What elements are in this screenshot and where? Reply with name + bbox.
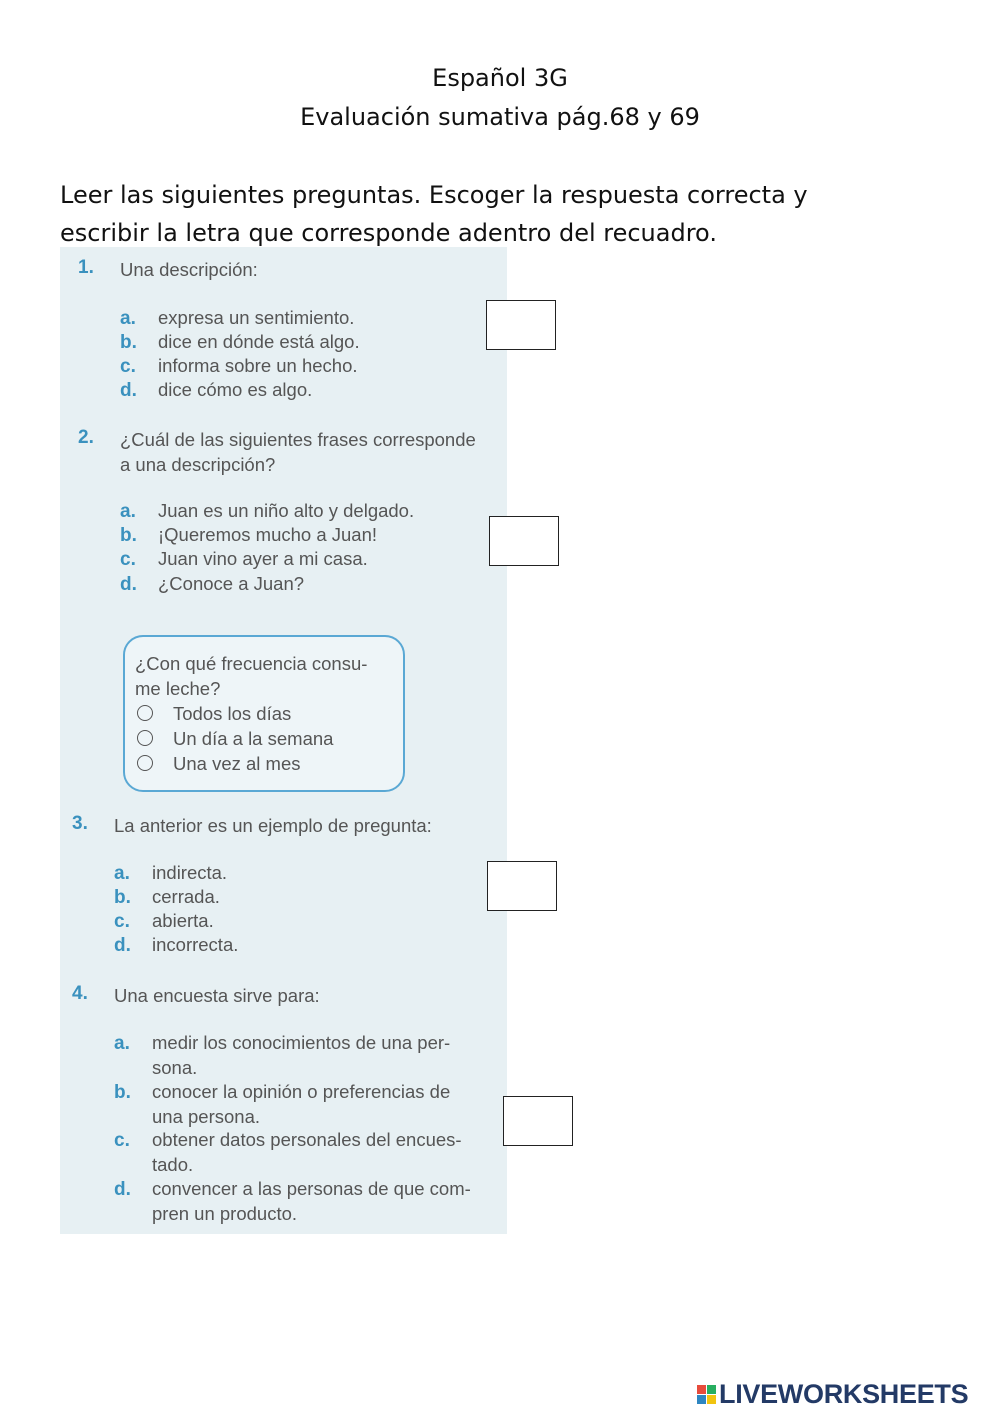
logo-square-red <box>697 1385 706 1394</box>
example-option-3: Una vez al mes <box>137 751 301 776</box>
logo-square-green <box>707 1385 716 1394</box>
answer-box-2[interactable] <box>489 516 559 566</box>
question-text: La anterior es un ejemplo de pregunta: <box>114 815 432 836</box>
example-option-2: Un día a la semana <box>137 726 333 751</box>
liveworksheets-logo-icon <box>697 1385 716 1404</box>
radio-circle-icon <box>137 705 153 721</box>
answer-box-1[interactable] <box>486 300 556 350</box>
radio-circle-icon <box>137 730 153 746</box>
logo-square-yellow <box>707 1395 716 1404</box>
liveworksheets-logo-text: LIVEWORKSHEETS <box>719 1378 969 1409</box>
example-option-1: Todos los días <box>137 701 291 726</box>
question-text: ¿Cuál de las siguientes frases corresponde a una descripción? <box>120 429 476 475</box>
option-d: d. ¿Conoce a Juan? <box>120 573 305 595</box>
option-d: d. dice cómo es algo. <box>120 379 313 401</box>
option-d: d. convencer a las personas de que com- pren un producto. <box>114 1178 471 1224</box>
example-question-text: ¿Con qué frecuencia consu- me leche? <box>135 653 368 699</box>
option-b: b. ¡Queremos mucho a Juan! <box>120 524 378 546</box>
liveworksheets-logo <box>697 1379 968 1409</box>
option-b: b. dice en dónde está algo. <box>120 331 360 353</box>
instructions-line-2: escribir la letra que corresponde adentro del recuadro. <box>60 219 717 247</box>
logo-square-blue <box>697 1395 706 1404</box>
option-a: a. indirecta. <box>114 862 228 884</box>
question-number: 4. <box>72 983 88 1004</box>
option-a: a. Juan es un niño alto y delgado. <box>120 500 415 522</box>
question-number: 2. <box>78 427 94 448</box>
option-a: a. medir los conocimientos de una per- sona. <box>114 1032 451 1078</box>
question-number: 1. <box>78 257 94 278</box>
instructions <box>60 176 940 252</box>
question-text: Una descripción: <box>120 259 258 280</box>
example-survey-question <box>123 635 405 792</box>
option-c: c. obtener datos personales del encues- tado. <box>114 1129 462 1175</box>
option-c: c. abierta. <box>114 910 214 932</box>
answer-box-3[interactable] <box>487 861 557 911</box>
option-b: b. conocer la opinión o preferencias de una persona. <box>114 1081 451 1127</box>
instructions-line-1: Leer las siguientes preguntas. Escoger la respuesta correcta y <box>60 181 808 209</box>
option-c: c. informa sobre un hecho. <box>120 355 358 377</box>
answer-box-4[interactable] <box>503 1096 573 1146</box>
questions-panel <box>60 247 507 1234</box>
option-d: d. incorrecta. <box>114 934 239 956</box>
page-title: Español 3G <box>432 64 568 92</box>
option-b: b. cerrada. <box>114 886 220 908</box>
option-c: c. Juan vino ayer a mi casa. <box>120 548 368 570</box>
page-subtitle: Evaluación sumativa pág.68 y 69 <box>300 103 700 131</box>
option-a: a. expresa un sentimiento. <box>120 307 355 329</box>
radio-circle-icon <box>137 755 153 771</box>
question-text: Una encuesta sirve para: <box>114 985 320 1006</box>
question-number: 3. <box>72 813 88 834</box>
